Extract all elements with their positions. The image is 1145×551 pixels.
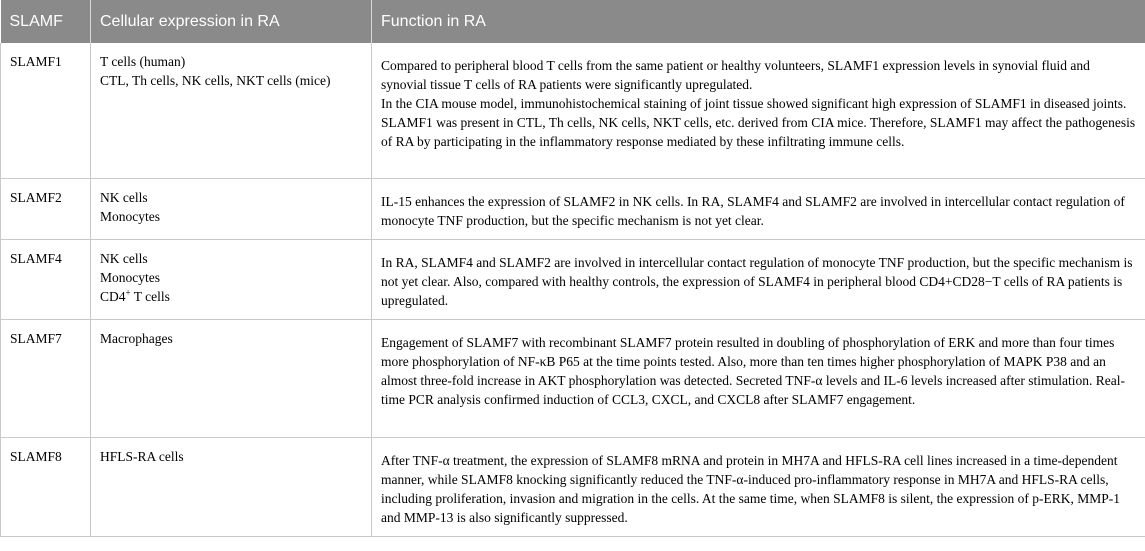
- table-row: [1, 43, 1145, 178]
- slamf-cell: SLAMF8: [1, 437, 91, 536]
- header-row: [1, 0, 1145, 43]
- table-row: [1, 319, 1145, 437]
- expression-line: CTL, Th cells, NK cells, NKT cells (mice): [100, 73, 331, 88]
- slamf-cell: SLAMF1: [1, 43, 91, 178]
- function-cell: [372, 319, 1145, 437]
- cd4-prefix: CD4: [100, 288, 126, 304]
- expression-cell: [91, 43, 372, 178]
- cd4-suffix: T cells: [130, 288, 170, 304]
- expression-line: Monocytes: [100, 269, 160, 285]
- function-paragraph: In the CIA mouse model, immunohistochemical staining of joint tissue showed significant high expression of SLAMF1 in diseased joints.: [381, 96, 1127, 111]
- expression-line: HFLS-RA cells: [100, 448, 184, 464]
- function-cell: [372, 239, 1145, 319]
- cd4-superscript: +: [125, 287, 131, 297]
- expression-line: T cells (human): [100, 54, 186, 69]
- expression-line: NK cells: [100, 189, 148, 205]
- expression-line-cd4: [100, 287, 362, 306]
- function-paragraph: After TNF-α treatment, the expression of SLAMF8 mRNA and protein in MH7A and HFLS-RA cell lines increased in a time-dependent manner, while SLAMF8 knocking significantly reduced the TNF-α-induced pro-inflammatory response in MH7A and HFLS-RA cells, including proliferation, invasion and migration in the cells. At the same time, when SLAMF8 is silent, the expression of p-ERK, MMP-1 and MMP-13 is also significantly suppressed.: [381, 452, 1121, 525]
- function-cell: [372, 43, 1145, 178]
- header-function: Function in RA: [372, 0, 1145, 43]
- table-row: [1, 178, 1145, 239]
- expression-cell: [91, 319, 372, 437]
- expression-cell: [91, 437, 372, 536]
- function-paragraph: SLAMF1 was present in CTL, Th cells, NK cells, NKT cells, etc. derived from CIA mice. Therefore, SLAMF1 may affect the pathogenesis of RA by participating in the inflammatory response mediated by these infiltrating immune cells.: [381, 115, 1136, 149]
- function-cell: [372, 178, 1145, 239]
- expression-cell: [91, 239, 372, 319]
- header-slamf: SLAMF: [1, 0, 91, 43]
- function-paragraph: In RA, SLAMF4 and SLAMF2 are involved in intercellular contact regulation of monocyte TNF production, but the specific mechanism is not yet clear. Also, compared with healthy controls, the expression of SLAMF4 in peripheral blood CD4+CD28−T cells of RA patients is upregulated.: [381, 254, 1133, 308]
- table-row: [1, 239, 1145, 319]
- expression-line: NK cells: [100, 250, 148, 266]
- slamf-cell: SLAMF4: [1, 239, 91, 319]
- function-paragraph: Engagement of SLAMF7 with recombinant SLAMF7 protein resulted in doubling of phosphorylation of ERK and more than four times more phosphorylation of NF-κB P65 at the time points tested. Also, more than ten times higher phosphorylation of MAPK P38 and an almost three-fold increase in AKT phosphorylation was detected. Secreted TNF-α levels and IL-6 levels increased after stimulation. Real-time PCR analysis confirmed induction of CCL3, CXCL, and CXCL8 after SLAMF7 engagement.: [381, 334, 1125, 407]
- function-paragraph: Compared to peripheral blood T cells from the same patient or healthy volunteers, SLAMF1 expression levels in synovial fluid and synovial tissue T cells of RA patients were significantly upregulated.: [381, 58, 1090, 92]
- table-header: [1, 0, 1145, 43]
- slamf-cell: SLAMF7: [1, 319, 91, 437]
- function-paragraph: IL-15 enhances the expression of SLAMF2 in NK cells. In RA, SLAMF4 and SLAMF2 are involved in intercellular contact regulation of monocyte TNF production, but the specific mechanism is not yet clear.: [381, 193, 1125, 228]
- table-body: [1, 43, 1145, 536]
- function-cell: [372, 437, 1145, 536]
- expression-line: Macrophages: [100, 330, 173, 346]
- slamf-cell: SLAMF2: [1, 178, 91, 239]
- expression-cell: [91, 178, 372, 239]
- header-cellular-expression: Cellular expression in RA: [91, 0, 372, 43]
- expression-line: Monocytes: [100, 208, 160, 224]
- table-row: [1, 437, 1145, 536]
